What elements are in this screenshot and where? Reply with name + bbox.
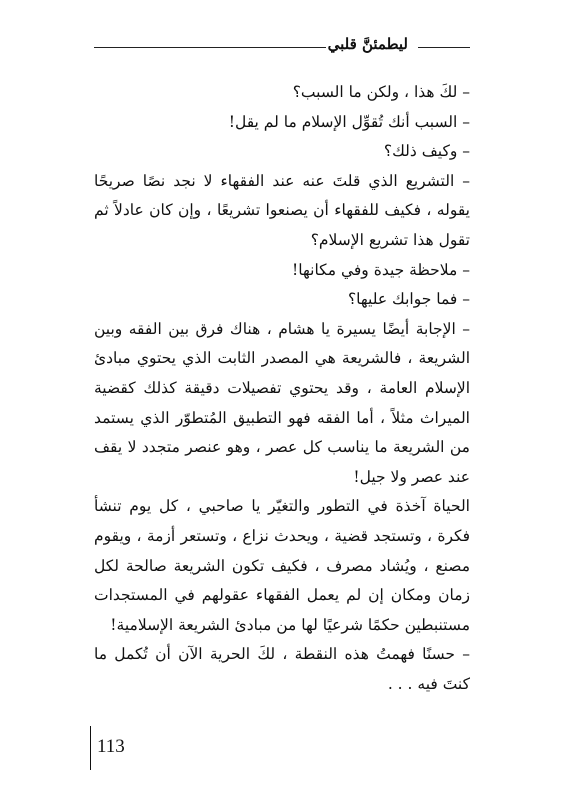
header-rule-left [94,47,326,48]
paragraph-1: – لكَ هذا ، ولكن ما السبب؟ [292,83,470,101]
paragraph-9: – حسنًا فهمتُ هذه النقطة ، لكَ الحرية الآن أن تُكمل ما كنتَ فيه . . . [94,645,470,693]
page-footer [90,726,125,770]
page-body [94,78,470,699]
paragraph-3: – وكيف ذلك؟ [383,142,470,161]
paragraph-5: – ملاحظة جيدة وفي مكانها! [292,260,470,279]
page-number: 113 [97,736,125,757]
paragraph-7: – الإجابة أيضًا يسيرة يا هشام ، هناك فرق بين الفقه وبين الشريعة ، فالشريعة هي المصدر الثابت الذي يحتوي مبادئ الإسلام العامة ، وقد يحتوي تفصيلات دقيقة كذلك كقضية الميراث مثلاً ، أما الفقه فهو التطبيق المُتطوّر الذي يستمد من الشريعة ما يناسب كل عصر ، وهو عنصر متجدد لا يقف عند عصر ولا جيل! [94,319,470,486]
running-header [94,34,470,60]
paragraph-8: الحياة آخذة في التطور والتغيّر يا صاحبي ، كل يوم تنشأ فكرة ، وتستجد قضية ، ويحدث نزاع ، وتستعر أزمة ، ويقوم مصنع ، ويُشاد مصرف ، فكيف تكون الشريعة صالحة لكل زمان ومكان إن لم يعمل الفقهاء عقولهم في المستجدات مستنبطين حكمًا شرعيًا لها من مبادئ الشريعة الإسلامية! [94,497,470,634]
book-title: ليطمئنَّ قلبي [327,35,408,53]
header-rule-right [418,47,470,48]
paragraph-6: – فما جوابك عليها؟ [347,290,470,309]
paragraph-4: – التشريع الذي قلتَ عنه عند الفقهاء لا نجد نصًا صريحًا يقوله ، فكيف للفقهاء أن يصنعوا تشريعًا ، وإن كان عادلاً ثم تقول هذا تشريع الإسلام؟ [94,171,470,249]
paragraph-2: – السبب أنك تُقوِّل الإسلام ما لم يقل! [228,112,470,131]
